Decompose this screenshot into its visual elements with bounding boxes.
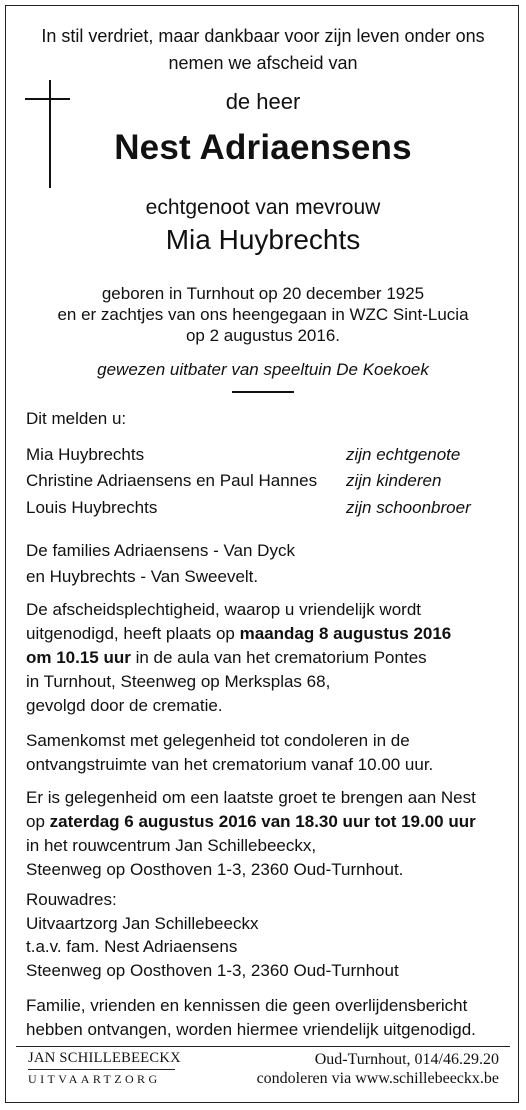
birth-line-2: en er zachtjes van ons heengegaan in WZC Sint-Lucia xyxy=(57,305,469,324)
visitation-line-4: Steenweg op Oosthoven 1-3, 2360 Oud-Turnhout. xyxy=(26,860,404,879)
announce-text: Dit melden u: xyxy=(26,409,127,428)
brand-subtitle: UITVAARTZORG xyxy=(28,1072,161,1086)
contact-website: condoleren via www.schillebeeckx.be xyxy=(256,1070,499,1087)
relative-role: zijn echtgenote xyxy=(346,445,461,464)
relative-name: Christine Adriaensens en Paul Hannes xyxy=(26,471,318,490)
ceremony-line-1: De afscheidsplechtigheid, waarop u vriendelijk wordt xyxy=(26,600,421,619)
visitation-line-1: Er is gelegenheid om een laatste groet te brengen aan Nest xyxy=(26,788,476,807)
gathering-line-2: ontvangstruimte van het crematorium vanaf 10.00 uur. xyxy=(26,755,434,774)
ceremony-text xyxy=(26,598,451,718)
gathering-line-1: Samenkomst met gelegenheid tot condoleren in de xyxy=(26,731,410,750)
gathering-text xyxy=(26,729,433,777)
ceremony-date: maandag 8 augustus 2016 xyxy=(239,624,452,643)
deceased-name: Nest Adriaensens xyxy=(114,128,412,167)
address-heading: Rouwadres: xyxy=(26,890,117,909)
spouse-name: Mia Huybrechts xyxy=(165,224,361,255)
intro-line-1: In stil verdriet, maar dankbaar voor zijn leven onder ons xyxy=(41,26,485,46)
families-line-1: De families Adriaensens - Van Dyck xyxy=(26,541,295,560)
closing-line-1: Familie, vrienden en kennissen die geen overlijdensbericht xyxy=(26,996,468,1015)
brand-name: JAN SCHILLEBEECKX xyxy=(28,1050,181,1066)
address-block xyxy=(26,888,399,982)
closing-text xyxy=(26,994,476,1042)
visitation-datetime: zaterdag 6 augustus 2016 van 18.30 uur tot 19.00 uur xyxy=(49,812,476,831)
visitation-text xyxy=(26,786,476,882)
divider xyxy=(232,391,294,393)
contact-phone: Oud-Turnhout, 014/46.29.20 xyxy=(314,1051,499,1068)
intro-text xyxy=(10,23,516,77)
relative-row xyxy=(26,471,496,495)
relative-role: zijn schoonbroer xyxy=(346,498,471,517)
ceremony-line-4: in Turnhout, Steenweg op Merksplas 68, xyxy=(26,672,331,691)
ceremony-time: om 10.15 uur xyxy=(26,648,131,667)
footer-divider xyxy=(16,1046,510,1047)
ceremony-line-2-text: uitgenodigd, heeft plaats op xyxy=(26,624,240,643)
relative-row xyxy=(26,498,496,522)
occupation: gewezen uitbater van speeltuin De Koekoek xyxy=(97,360,429,379)
brand-divider xyxy=(28,1069,175,1070)
ceremony-line-3 xyxy=(26,646,451,670)
relative-name: Mia Huybrechts xyxy=(26,445,145,464)
birth-details xyxy=(10,283,516,346)
ceremony-line-5: gevolgd door de crematie. xyxy=(26,696,223,715)
relative-name: Louis Huybrechts xyxy=(26,498,158,517)
ceremony-line-2 xyxy=(26,622,451,646)
ceremony-line-3-text: in de aula van het crematorium Pontes xyxy=(130,648,427,667)
visitation-line-2-text: op xyxy=(26,812,50,831)
visitation-line-3: in het rouwcentrum Jan Schillebeeckx, xyxy=(26,836,317,855)
relative-row xyxy=(26,445,496,469)
title-prefix: de heer xyxy=(225,89,301,114)
birth-line-3: op 2 augustus 2016. xyxy=(185,326,341,345)
relative-role: zijn kinderen xyxy=(346,471,442,490)
address-line-3: Steenweg op Oosthoven 1-3, 2360 Oud-Turnhout xyxy=(26,960,399,980)
closing-line-2: hebben ontvangen, worden hiermee vriendelijk uitgenodigd. xyxy=(26,1020,476,1039)
spouse-prefix: echtgenoot van mevrouw xyxy=(145,196,381,219)
address-line-2: t.a.v. fam. Nest Adriaensens xyxy=(26,937,238,956)
intro-line-2: nemen we afscheid van xyxy=(168,53,358,73)
visitation-line-2 xyxy=(26,810,476,834)
families-line-2: en Huybrechts - Van Sweevelt. xyxy=(26,567,259,586)
birth-line-1: geboren in Turnhout op 20 december 1925 xyxy=(101,284,425,303)
address-line-1: Uitvaartzorg Jan Schillebeeckx xyxy=(26,913,259,933)
families-text xyxy=(26,538,295,590)
